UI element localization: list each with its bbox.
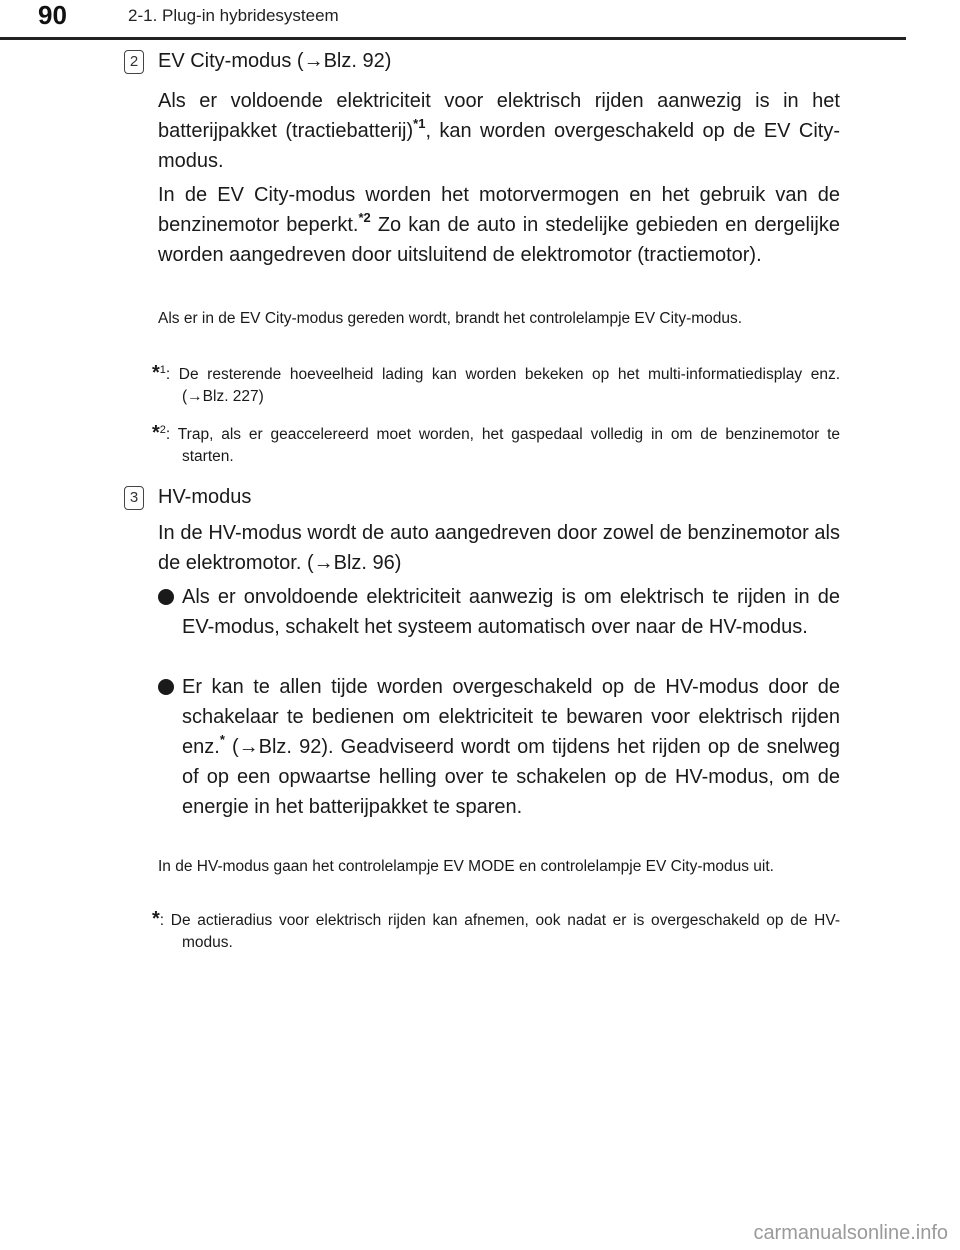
bullet-icon <box>158 679 174 695</box>
footnote-2: *$^2$: Trap, als er geaccelereerd moet worden, het gaspedaal volledig in om de benzinemotor te starten. <box>152 422 840 465</box>
ev-city-paragraph-1: Als er voldoende elektriciteit voor elektrisch rijden aanwezig is in het batterijpakket (tractiebatterij)$^{*1}$, kan worden overgeschakeld op de EV City-modus. <box>158 90 840 172</box>
hv-note: In de HV-modus gaan het controlelampje EV MODE en controlelampje EV City-modus uit. <box>158 858 774 875</box>
header-divider <box>0 37 906 40</box>
hv-paragraph-1: In de HV-modus wordt de auto aangedreven door zowel de benzinemotor als de elektromotor. (→Blz. 96) <box>158 522 840 574</box>
item-number-badge: 2 <box>124 50 144 74</box>
page-header <box>0 0 960 38</box>
ev-city-paragraph-2: In de EV City-modus worden het motorvermogen en het gebruik van de benzinemotor beperkt.$^{*2}$ Zo kan de auto in stedelijke gebieden en dergelijke worden aangedreven door uitsluitend de elektromotor (tractiemotor). <box>158 184 840 266</box>
bullet-icon <box>158 589 174 605</box>
section-heading-ev-city: EV City-modus (→Blz. 92) <box>158 50 392 72</box>
watermark: carmanualsonline.info <box>753 1222 948 1244</box>
footnote-hv: *: De actieradius voor elektrisch rijden kan afnemen, ook nadat er is overgeschakeld op de HV-modus. <box>152 908 840 951</box>
ev-city-note: Als er in de EV City-modus gereden wordt, brandt het controlelampje EV City-modus. <box>158 310 743 327</box>
page-number: 90 <box>38 0 67 30</box>
section-title: 2-1. Plug-in hybridesysteem <box>128 6 339 25</box>
section-heading-hv: HV-modus <box>158 486 252 508</box>
item-number-badge: 3 <box>124 486 144 510</box>
footnote-1: *$^1$: De resterende hoeveelheid lading kan worden bekeken op het multi-informatiedisplay enz. (→Blz. 227) <box>152 362 840 405</box>
